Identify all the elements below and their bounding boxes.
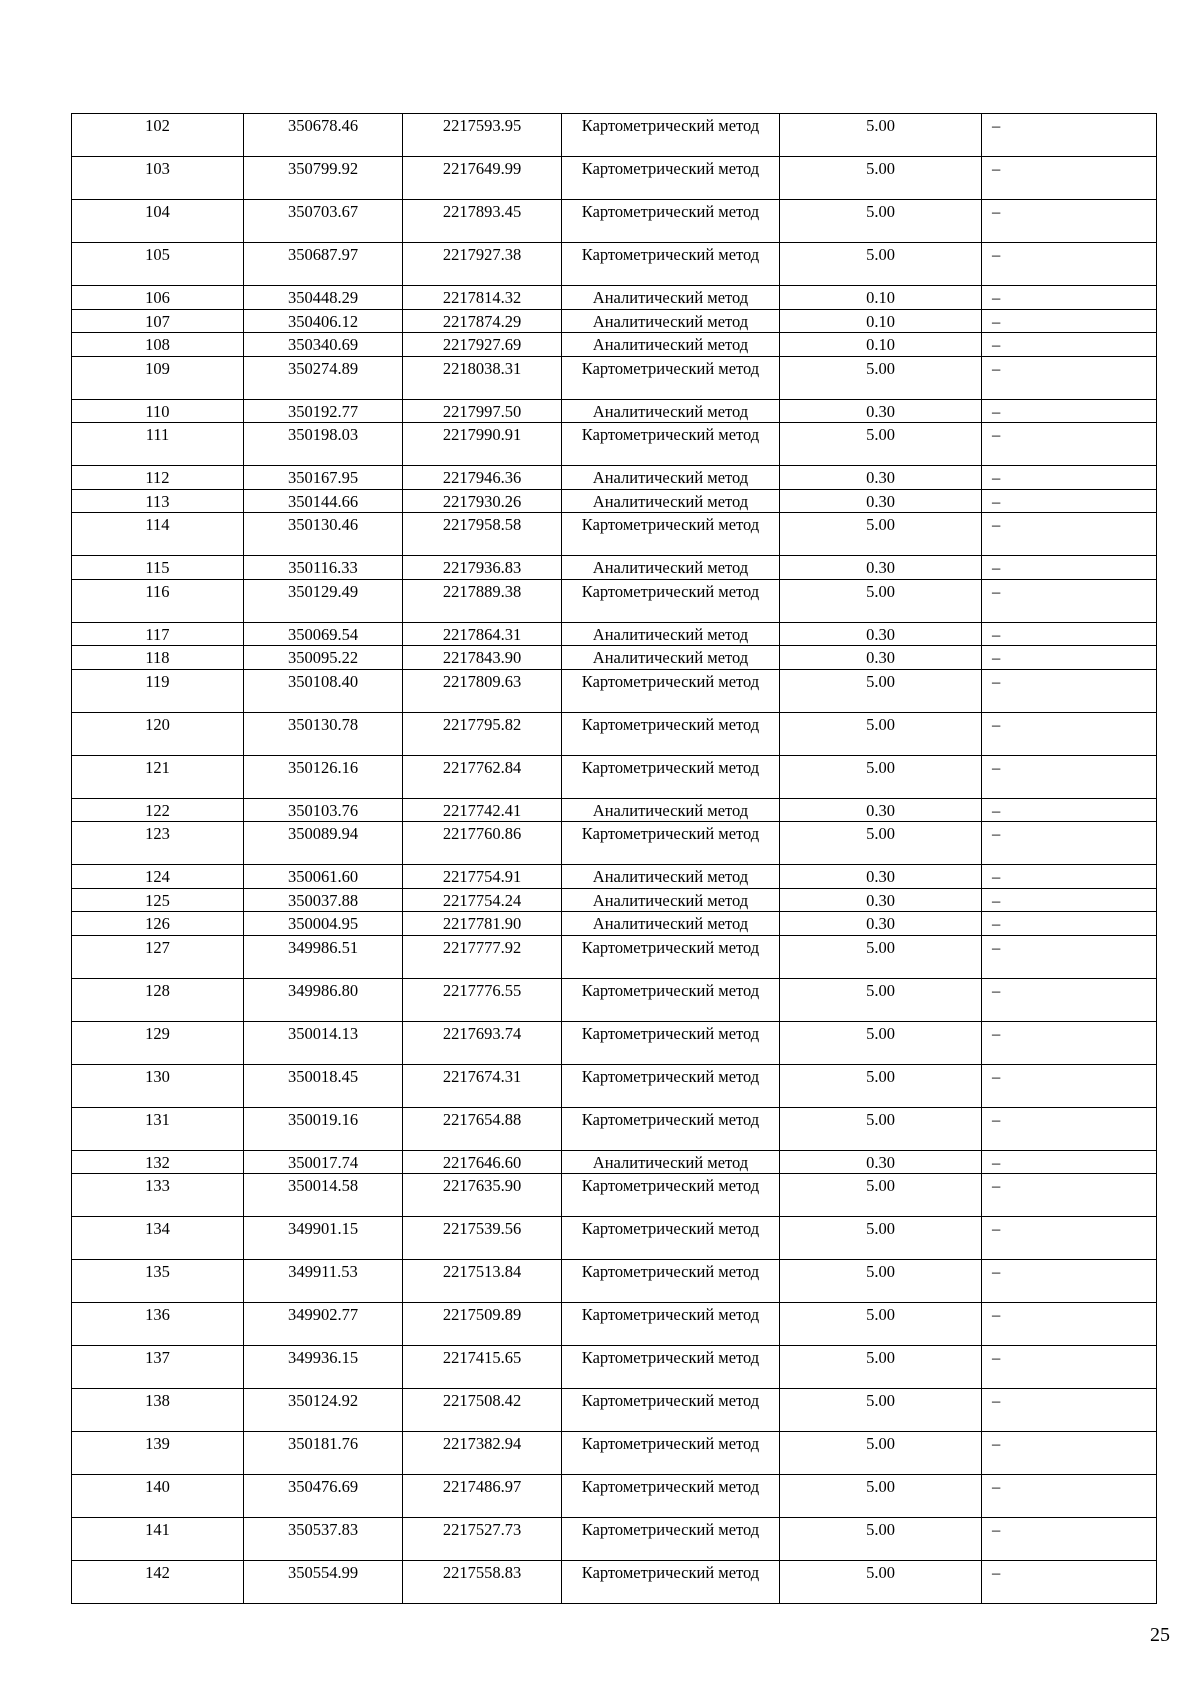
y-coordinate-cell: 2217654.88	[403, 1107, 562, 1150]
method-cell: Картометрический метод	[562, 1475, 780, 1518]
method-cell: Картометрический метод	[562, 755, 780, 798]
description-cell: –	[982, 1064, 1157, 1107]
x-coordinate-cell: 350017.74	[244, 1150, 403, 1174]
y-coordinate-cell: 2217776.55	[403, 978, 562, 1021]
point-number-cell: 131	[72, 1107, 244, 1150]
method-cell: Картометрический метод	[562, 513, 780, 556]
x-coordinate-cell: 350019.16	[244, 1107, 403, 1150]
x-coordinate-cell: 349936.15	[244, 1346, 403, 1389]
method-cell: Аналитический метод	[562, 333, 780, 357]
point-number-cell: 108	[72, 333, 244, 357]
method-cell: Картометрический метод	[562, 1064, 780, 1107]
x-coordinate-cell: 350799.92	[244, 157, 403, 200]
point-number-cell: 127	[72, 935, 244, 978]
accuracy-cell: 5.00	[780, 1064, 982, 1107]
x-coordinate-cell: 350192.77	[244, 399, 403, 423]
point-number-cell: 134	[72, 1217, 244, 1260]
table-row	[72, 423, 1157, 466]
x-coordinate-cell: 350014.58	[244, 1174, 403, 1217]
table-row	[72, 1432, 1157, 1475]
description-cell: –	[982, 556, 1157, 580]
point-number-cell: 105	[72, 243, 244, 286]
y-coordinate-cell: 2217936.83	[403, 556, 562, 580]
point-number-cell: 112	[72, 466, 244, 490]
y-coordinate-cell: 2217927.69	[403, 333, 562, 357]
accuracy-cell: 5.00	[780, 755, 982, 798]
method-cell: Аналитический метод	[562, 798, 780, 822]
description-cell: –	[982, 978, 1157, 1021]
point-number-cell: 140	[72, 1475, 244, 1518]
method-cell: Аналитический метод	[562, 399, 780, 423]
description-cell: –	[982, 798, 1157, 822]
accuracy-cell: 0.10	[780, 333, 982, 357]
y-coordinate-cell: 2218038.31	[403, 356, 562, 399]
method-cell: Картометрический метод	[562, 1346, 780, 1389]
x-coordinate-cell: 350018.45	[244, 1064, 403, 1107]
description-cell: –	[982, 489, 1157, 513]
point-number-cell: 120	[72, 712, 244, 755]
x-coordinate-cell: 350181.76	[244, 1432, 403, 1475]
y-coordinate-cell: 2217889.38	[403, 579, 562, 622]
point-number-cell: 135	[72, 1260, 244, 1303]
accuracy-cell: 5.00	[780, 822, 982, 865]
description-cell: –	[982, 755, 1157, 798]
x-coordinate-cell: 350116.33	[244, 556, 403, 580]
method-cell: Аналитический метод	[562, 912, 780, 936]
table-row	[72, 1561, 1157, 1604]
description-cell: –	[982, 579, 1157, 622]
method-cell: Картометрический метод	[562, 200, 780, 243]
description-cell: –	[982, 1346, 1157, 1389]
method-cell: Картометрический метод	[562, 243, 780, 286]
description-cell: –	[982, 309, 1157, 333]
accuracy-cell: 5.00	[780, 513, 982, 556]
table-row	[72, 978, 1157, 1021]
y-coordinate-cell: 2217527.73	[403, 1518, 562, 1561]
accuracy-cell: 0.10	[780, 309, 982, 333]
point-number-cell: 103	[72, 157, 244, 200]
y-coordinate-cell: 2217509.89	[403, 1303, 562, 1346]
accuracy-cell: 5.00	[780, 1217, 982, 1260]
x-coordinate-cell: 350406.12	[244, 309, 403, 333]
table-row	[72, 399, 1157, 423]
y-coordinate-cell: 2217635.90	[403, 1174, 562, 1217]
x-coordinate-cell: 350476.69	[244, 1475, 403, 1518]
method-cell: Картометрический метод	[562, 1021, 780, 1064]
point-number-cell: 118	[72, 646, 244, 670]
accuracy-cell: 5.00	[780, 423, 982, 466]
y-coordinate-cell: 2217646.60	[403, 1150, 562, 1174]
table-row	[72, 888, 1157, 912]
method-cell: Картометрический метод	[562, 822, 780, 865]
table-row	[72, 712, 1157, 755]
method-cell: Картометрический метод	[562, 935, 780, 978]
y-coordinate-cell: 2217508.42	[403, 1389, 562, 1432]
accuracy-cell: 5.00	[780, 243, 982, 286]
table-row	[72, 243, 1157, 286]
x-coordinate-cell: 350061.60	[244, 865, 403, 889]
point-number-cell: 109	[72, 356, 244, 399]
point-number-cell: 137	[72, 1346, 244, 1389]
y-coordinate-cell: 2217539.56	[403, 1217, 562, 1260]
description-cell: –	[982, 356, 1157, 399]
table-row	[72, 114, 1157, 157]
description-cell: –	[982, 399, 1157, 423]
method-cell: Аналитический метод	[562, 286, 780, 310]
y-coordinate-cell: 2217795.82	[403, 712, 562, 755]
method-cell: Картометрический метод	[562, 356, 780, 399]
y-coordinate-cell: 2217930.26	[403, 489, 562, 513]
table-row	[72, 1389, 1157, 1432]
y-coordinate-cell: 2217415.65	[403, 1346, 562, 1389]
x-coordinate-cell: 350448.29	[244, 286, 403, 310]
point-number-cell: 136	[72, 1303, 244, 1346]
table-body	[72, 114, 1157, 1604]
description-cell: –	[982, 912, 1157, 936]
y-coordinate-cell: 2217754.91	[403, 865, 562, 889]
point-number-cell: 119	[72, 669, 244, 712]
table-row	[72, 1346, 1157, 1389]
point-number-cell: 142	[72, 1561, 244, 1604]
y-coordinate-cell: 2217777.92	[403, 935, 562, 978]
y-coordinate-cell: 2217486.97	[403, 1475, 562, 1518]
point-number-cell: 106	[72, 286, 244, 310]
y-coordinate-cell: 2217674.31	[403, 1064, 562, 1107]
accuracy-cell: 0.30	[780, 798, 982, 822]
method-cell: Картометрический метод	[562, 423, 780, 466]
point-number-cell: 122	[72, 798, 244, 822]
x-coordinate-cell: 350198.03	[244, 423, 403, 466]
method-cell: Картометрический метод	[562, 1303, 780, 1346]
table-row	[72, 489, 1157, 513]
point-number-cell: 115	[72, 556, 244, 580]
table-row	[72, 1518, 1157, 1561]
method-cell: Картометрический метод	[562, 1260, 780, 1303]
y-coordinate-cell: 2217927.38	[403, 243, 562, 286]
point-number-cell: 124	[72, 865, 244, 889]
y-coordinate-cell: 2217754.24	[403, 888, 562, 912]
accuracy-cell: 5.00	[780, 1475, 982, 1518]
x-coordinate-cell: 350126.16	[244, 755, 403, 798]
method-cell: Картометрический метод	[562, 1217, 780, 1260]
point-number-cell: 128	[72, 978, 244, 1021]
y-coordinate-cell: 2217513.84	[403, 1260, 562, 1303]
description-cell: –	[982, 888, 1157, 912]
table-row	[72, 513, 1157, 556]
method-cell: Картометрический метод	[562, 1561, 780, 1604]
accuracy-cell: 0.30	[780, 489, 982, 513]
accuracy-cell: 0.30	[780, 912, 982, 936]
point-number-cell: 114	[72, 513, 244, 556]
x-coordinate-cell: 350095.22	[244, 646, 403, 670]
x-coordinate-cell: 350537.83	[244, 1518, 403, 1561]
table-row	[72, 935, 1157, 978]
accuracy-cell: 0.10	[780, 286, 982, 310]
description-cell: –	[982, 1021, 1157, 1064]
description-cell: –	[982, 622, 1157, 646]
accuracy-cell: 5.00	[780, 1518, 982, 1561]
description-cell: –	[982, 466, 1157, 490]
method-cell: Аналитический метод	[562, 888, 780, 912]
description-cell: –	[982, 1107, 1157, 1150]
accuracy-cell: 0.30	[780, 466, 982, 490]
accuracy-cell: 5.00	[780, 1107, 982, 1150]
description-cell: –	[982, 1217, 1157, 1260]
method-cell: Картометрический метод	[562, 114, 780, 157]
point-number-cell: 141	[72, 1518, 244, 1561]
y-coordinate-cell: 2217864.31	[403, 622, 562, 646]
y-coordinate-cell: 2217649.99	[403, 157, 562, 200]
y-coordinate-cell: 2217742.41	[403, 798, 562, 822]
point-number-cell: 125	[72, 888, 244, 912]
accuracy-cell: 5.00	[780, 1174, 982, 1217]
description-cell: –	[982, 200, 1157, 243]
y-coordinate-cell: 2217760.86	[403, 822, 562, 865]
x-coordinate-cell: 350144.66	[244, 489, 403, 513]
y-coordinate-cell: 2217382.94	[403, 1432, 562, 1475]
x-coordinate-cell: 350130.78	[244, 712, 403, 755]
accuracy-cell: 5.00	[780, 978, 982, 1021]
table-row	[72, 1021, 1157, 1064]
point-number-cell: 102	[72, 114, 244, 157]
point-number-cell: 111	[72, 423, 244, 466]
table-row	[72, 669, 1157, 712]
table-row	[72, 622, 1157, 646]
description-cell: –	[982, 333, 1157, 357]
point-number-cell: 132	[72, 1150, 244, 1174]
y-coordinate-cell: 2217946.36	[403, 466, 562, 490]
y-coordinate-cell: 2217990.91	[403, 423, 562, 466]
accuracy-cell: 5.00	[780, 1432, 982, 1475]
x-coordinate-cell: 350274.89	[244, 356, 403, 399]
x-coordinate-cell: 349986.80	[244, 978, 403, 1021]
table-row	[72, 912, 1157, 936]
accuracy-cell: 5.00	[780, 356, 982, 399]
method-cell: Аналитический метод	[562, 466, 780, 490]
accuracy-cell: 5.00	[780, 1389, 982, 1432]
method-cell: Картометрический метод	[562, 157, 780, 200]
method-cell: Аналитический метод	[562, 646, 780, 670]
table-row	[72, 1150, 1157, 1174]
accuracy-cell: 5.00	[780, 579, 982, 622]
description-cell: –	[982, 669, 1157, 712]
table-row	[72, 1303, 1157, 1346]
y-coordinate-cell: 2217893.45	[403, 200, 562, 243]
description-cell: –	[982, 712, 1157, 755]
point-number-cell: 130	[72, 1064, 244, 1107]
x-coordinate-cell: 350167.95	[244, 466, 403, 490]
method-cell: Картометрический метод	[562, 1518, 780, 1561]
accuracy-cell: 0.30	[780, 888, 982, 912]
description-cell: –	[982, 935, 1157, 978]
description-cell: –	[982, 423, 1157, 466]
description-cell: –	[982, 1475, 1157, 1518]
x-coordinate-cell: 350129.49	[244, 579, 403, 622]
x-coordinate-cell: 350130.46	[244, 513, 403, 556]
point-number-cell: 123	[72, 822, 244, 865]
method-cell: Аналитический метод	[562, 309, 780, 333]
table-row	[72, 1260, 1157, 1303]
method-cell: Картометрический метод	[562, 1389, 780, 1432]
method-cell: Картометрический метод	[562, 712, 780, 755]
method-cell: Картометрический метод	[562, 669, 780, 712]
point-number-cell: 107	[72, 309, 244, 333]
accuracy-cell: 5.00	[780, 157, 982, 200]
x-coordinate-cell: 349901.15	[244, 1217, 403, 1260]
y-coordinate-cell: 2217843.90	[403, 646, 562, 670]
y-coordinate-cell: 2217997.50	[403, 399, 562, 423]
point-number-cell: 138	[72, 1389, 244, 1432]
x-coordinate-cell: 349902.77	[244, 1303, 403, 1346]
accuracy-cell: 0.30	[780, 556, 982, 580]
x-coordinate-cell: 350703.67	[244, 200, 403, 243]
description-cell: –	[982, 1150, 1157, 1174]
point-number-cell: 110	[72, 399, 244, 423]
x-coordinate-cell: 350069.54	[244, 622, 403, 646]
accuracy-cell: 5.00	[780, 935, 982, 978]
description-cell: –	[982, 1260, 1157, 1303]
table-row	[72, 286, 1157, 310]
table-row	[72, 466, 1157, 490]
x-coordinate-cell: 350014.13	[244, 1021, 403, 1064]
x-coordinate-cell: 350678.46	[244, 114, 403, 157]
table-row	[72, 755, 1157, 798]
table-row	[72, 556, 1157, 580]
accuracy-cell: 0.30	[780, 1150, 982, 1174]
table-row	[72, 798, 1157, 822]
point-number-cell: 113	[72, 489, 244, 513]
method-cell: Картометрический метод	[562, 1432, 780, 1475]
accuracy-cell: 5.00	[780, 669, 982, 712]
description-cell: –	[982, 1303, 1157, 1346]
y-coordinate-cell: 2217814.32	[403, 286, 562, 310]
description-cell: –	[982, 157, 1157, 200]
coordinates-table	[71, 113, 1157, 1604]
y-coordinate-cell: 2217693.74	[403, 1021, 562, 1064]
table-row	[72, 309, 1157, 333]
table-row	[72, 1217, 1157, 1260]
accuracy-cell: 0.30	[780, 865, 982, 889]
description-cell: –	[982, 1174, 1157, 1217]
x-coordinate-cell: 350004.95	[244, 912, 403, 936]
accuracy-cell: 5.00	[780, 712, 982, 755]
description-cell: –	[982, 1389, 1157, 1432]
accuracy-cell: 5.00	[780, 1346, 982, 1389]
point-number-cell: 117	[72, 622, 244, 646]
point-number-cell: 126	[72, 912, 244, 936]
table-row	[72, 333, 1157, 357]
y-coordinate-cell: 2217874.29	[403, 309, 562, 333]
method-cell: Картометрический метод	[562, 1107, 780, 1150]
y-coordinate-cell: 2217593.95	[403, 114, 562, 157]
accuracy-cell: 5.00	[780, 1260, 982, 1303]
description-cell: –	[982, 1432, 1157, 1475]
table-row	[72, 579, 1157, 622]
x-coordinate-cell: 350124.92	[244, 1389, 403, 1432]
table-row	[72, 356, 1157, 399]
point-number-cell: 129	[72, 1021, 244, 1064]
method-cell: Аналитический метод	[562, 622, 780, 646]
x-coordinate-cell: 350103.76	[244, 798, 403, 822]
x-coordinate-cell: 350108.40	[244, 669, 403, 712]
accuracy-cell: 0.30	[780, 399, 982, 423]
x-coordinate-cell: 350687.97	[244, 243, 403, 286]
table-row	[72, 200, 1157, 243]
table-row	[72, 1475, 1157, 1518]
method-cell: Аналитический метод	[562, 489, 780, 513]
method-cell: Картометрический метод	[562, 978, 780, 1021]
point-number-cell: 133	[72, 1174, 244, 1217]
x-coordinate-cell: 350037.88	[244, 888, 403, 912]
accuracy-cell: 5.00	[780, 1021, 982, 1064]
y-coordinate-cell: 2217762.84	[403, 755, 562, 798]
x-coordinate-cell: 350340.69	[244, 333, 403, 357]
description-cell: –	[982, 1561, 1157, 1604]
x-coordinate-cell: 350089.94	[244, 822, 403, 865]
method-cell: Аналитический метод	[562, 865, 780, 889]
x-coordinate-cell: 349986.51	[244, 935, 403, 978]
description-cell: –	[982, 243, 1157, 286]
table-row	[72, 646, 1157, 670]
point-number-cell: 121	[72, 755, 244, 798]
description-cell: –	[982, 114, 1157, 157]
method-cell: Аналитический метод	[562, 556, 780, 580]
description-cell: –	[982, 286, 1157, 310]
point-number-cell: 116	[72, 579, 244, 622]
description-cell: –	[982, 822, 1157, 865]
accuracy-cell: 5.00	[780, 1303, 982, 1346]
y-coordinate-cell: 2217558.83	[403, 1561, 562, 1604]
description-cell: –	[982, 1518, 1157, 1561]
method-cell: Картометрический метод	[562, 1174, 780, 1217]
y-coordinate-cell: 2217958.58	[403, 513, 562, 556]
x-coordinate-cell: 349911.53	[244, 1260, 403, 1303]
x-coordinate-cell: 350554.99	[244, 1561, 403, 1604]
accuracy-cell: 5.00	[780, 114, 982, 157]
description-cell: –	[982, 865, 1157, 889]
table-row	[72, 1107, 1157, 1150]
description-cell: –	[982, 646, 1157, 670]
point-number-cell: 104	[72, 200, 244, 243]
point-number-cell: 139	[72, 1432, 244, 1475]
page-number: 25	[1150, 1624, 1170, 1646]
table-row	[72, 822, 1157, 865]
description-cell: –	[982, 513, 1157, 556]
accuracy-cell: 0.30	[780, 646, 982, 670]
accuracy-cell: 0.30	[780, 622, 982, 646]
method-cell: Картометрический метод	[562, 579, 780, 622]
table-row	[72, 157, 1157, 200]
table-row	[72, 1174, 1157, 1217]
accuracy-cell: 5.00	[780, 200, 982, 243]
y-coordinate-cell: 2217781.90	[403, 912, 562, 936]
y-coordinate-cell: 2217809.63	[403, 669, 562, 712]
table-row	[72, 1064, 1157, 1107]
accuracy-cell: 5.00	[780, 1561, 982, 1604]
table-row	[72, 865, 1157, 889]
method-cell: Аналитический метод	[562, 1150, 780, 1174]
